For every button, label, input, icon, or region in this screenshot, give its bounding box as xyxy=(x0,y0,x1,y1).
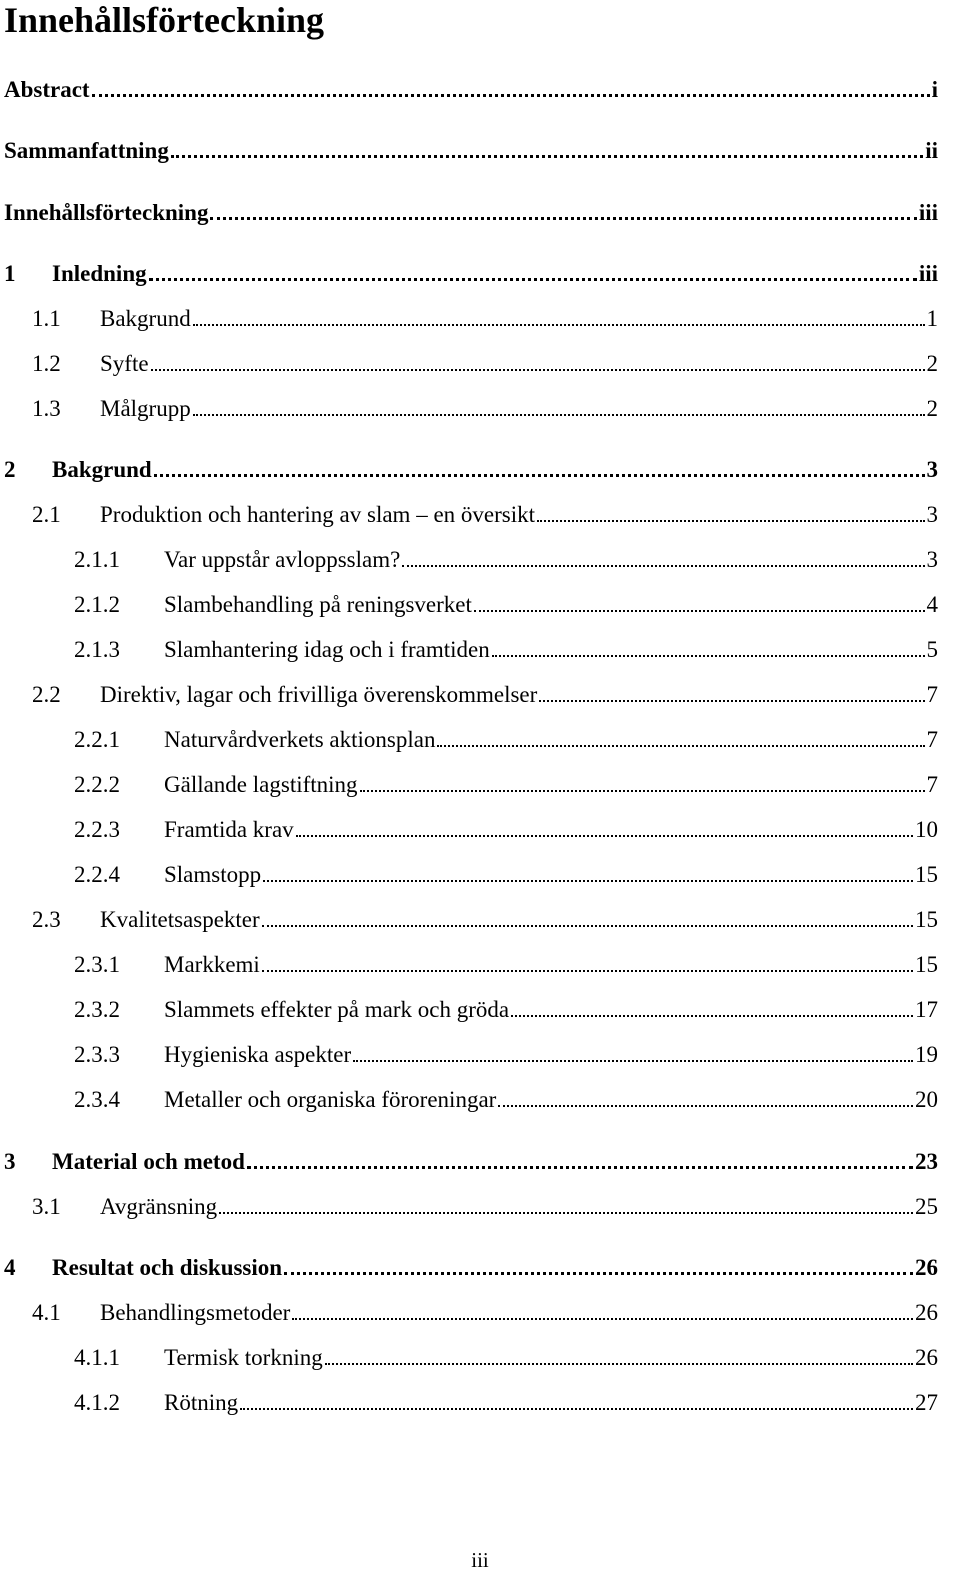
toc-entry-page: 5 xyxy=(926,637,938,662)
toc-entry-title: Kvalitetsaspekter xyxy=(100,907,260,932)
toc-entry-page: iii xyxy=(918,261,938,286)
toc-entry-page: 15 xyxy=(915,862,938,887)
toc-leader-dots xyxy=(219,1212,913,1214)
toc-entry-number: 4 xyxy=(4,1255,16,1280)
toc-entry-title: Framtida krav xyxy=(164,817,294,842)
toc-entry-number: 1.2 xyxy=(32,351,61,376)
toc-entry-page: 10 xyxy=(915,817,938,842)
toc-entry[interactable] xyxy=(4,452,938,484)
toc-leader-dots xyxy=(292,1318,913,1320)
toc-entry-page: 7 xyxy=(926,682,938,707)
toc-entry-page: 1 xyxy=(926,306,938,331)
toc-entry-page: 15 xyxy=(915,907,938,932)
toc-entry-page: 2 xyxy=(926,351,938,376)
toc-entry-title: Behandlingsmetoder xyxy=(100,1300,291,1325)
toc-entry-page: 26 xyxy=(915,1345,938,1370)
toc-entry-page: 26 xyxy=(915,1300,938,1325)
toc-entry[interactable] xyxy=(4,256,938,288)
toc-entry-title: Sammanfattning xyxy=(4,138,169,163)
toc-entry-number: 4.1 xyxy=(32,1300,61,1325)
toc-entry[interactable] xyxy=(74,1385,938,1417)
toc-entry-title: Inledning xyxy=(52,261,147,286)
toc-entry-title: Resultat och diskussion xyxy=(52,1255,283,1280)
toc-entry-title: Bakgrund xyxy=(100,306,191,331)
toc-entry-title: Var uppstår avloppsslam? xyxy=(164,547,401,572)
toc-leader-dots xyxy=(92,94,930,97)
toc-entry-number: 2.3.3 xyxy=(74,1042,120,1067)
toc-entry[interactable] xyxy=(4,1250,938,1282)
toc-entry[interactable] xyxy=(74,587,938,619)
toc-entry-page: 23 xyxy=(915,1149,938,1174)
toc-entry-page: 3 xyxy=(926,457,938,482)
toc-entry-title: Material och metod xyxy=(52,1149,245,1174)
toc-entry-number: 2.3.4 xyxy=(74,1087,120,1112)
toc-entry-number: 2.3 xyxy=(32,907,61,932)
toc-entry[interactable] xyxy=(32,497,938,529)
toc-leader-dots xyxy=(498,1105,913,1107)
toc-entry-page: 7 xyxy=(926,727,938,752)
toc-leader-dots xyxy=(247,1166,913,1169)
toc-entry[interactable] xyxy=(4,72,938,104)
toc-entry-number: 3 xyxy=(4,1149,16,1174)
toc-entry-title: Hygieniska aspekter xyxy=(164,1042,352,1067)
toc-leader-dots xyxy=(539,700,924,702)
toc-entry-number: 2.1 xyxy=(32,502,61,527)
toc-entry-title: Markkemi xyxy=(164,952,260,977)
toc-entry-number: 2.1.3 xyxy=(74,637,120,662)
toc-entry-page: i xyxy=(931,77,938,102)
toc-entry-page: 15 xyxy=(915,952,938,977)
toc-leader-dots xyxy=(360,790,925,792)
toc-entry-page: iii xyxy=(918,200,938,225)
toc-leader-dots xyxy=(296,835,913,837)
toc-leader-dots xyxy=(474,610,925,612)
toc-leader-dots xyxy=(262,925,913,927)
toc-entry-title: Produktion och hantering av slam – en översikt xyxy=(100,502,536,527)
toc-entry-page: 19 xyxy=(915,1042,938,1067)
toc-entry-page: 2 xyxy=(926,396,938,421)
toc-entry-number: 2.3.2 xyxy=(74,997,120,1022)
toc-entry-number: 2.2.4 xyxy=(74,862,120,887)
toc-entry-title: Bakgrund xyxy=(52,457,152,482)
toc-entry[interactable] xyxy=(32,1189,938,1221)
toc-leader-dots xyxy=(193,414,925,416)
toc-entry-number: 4.1.2 xyxy=(74,1390,120,1415)
toc-entry-title: Slambehandling på reningsverket xyxy=(164,592,472,617)
toc-entry[interactable] xyxy=(74,812,938,844)
toc-entry-number: 1.1 xyxy=(32,306,61,331)
toc-entry-title: Direktiv, lagar och frivilliga överenskommelser xyxy=(100,682,538,707)
toc-entry[interactable] xyxy=(74,767,938,799)
toc-leader-dots xyxy=(171,155,923,158)
toc-entry-page: 25 xyxy=(915,1194,938,1219)
toc-leader-dots xyxy=(262,970,913,972)
toc-entry[interactable] xyxy=(74,1340,938,1372)
toc-entry-page: 26 xyxy=(915,1255,938,1280)
toc-entry[interactable] xyxy=(32,677,938,709)
toc-entry-title: Termisk torkning xyxy=(164,1345,323,1370)
toc-entry[interactable] xyxy=(32,1295,938,1327)
toc-leader-dots xyxy=(154,474,925,477)
toc-entry[interactable] xyxy=(74,1037,938,1069)
toc-entry-number: 2.1.2 xyxy=(74,592,120,617)
toc-leader-dots xyxy=(437,745,924,747)
toc-entry[interactable] xyxy=(4,195,938,227)
toc-entry-title: Slamhantering idag och i framtiden xyxy=(164,637,490,662)
toc-entry-title: Abstract xyxy=(4,77,90,102)
toc-entry-title: Innehållsförteckning xyxy=(4,200,209,225)
toc-entry-number: 1.3 xyxy=(32,396,61,421)
toc-leader-dots xyxy=(149,278,917,281)
toc-leader-dots xyxy=(284,1272,913,1275)
toc-entry-title: Naturvårdverkets aktionsplan xyxy=(164,727,436,752)
page-title: Innehållsförteckning xyxy=(4,0,325,40)
toc-leader-dots xyxy=(511,1015,913,1017)
toc-entry-page: 3 xyxy=(926,502,938,527)
toc-entry[interactable] xyxy=(74,632,938,664)
toc-entry-number: 2.2 xyxy=(32,682,61,707)
toc-leader-dots xyxy=(353,1060,913,1062)
toc-entry-page: 17 xyxy=(915,997,938,1022)
toc-entry-number: 2.1.1 xyxy=(74,547,120,572)
toc-leader-dots xyxy=(402,565,924,567)
toc-entry[interactable] xyxy=(74,857,938,889)
toc-entry-page: 27 xyxy=(915,1390,938,1415)
toc-entry-page: 20 xyxy=(915,1087,938,1112)
toc-entry-title: Målgrupp xyxy=(100,396,191,421)
toc-entry-title: Metaller och organiska föroreningar xyxy=(164,1087,497,1112)
toc-entry[interactable] xyxy=(74,542,938,574)
toc-entry-number: 3.1 xyxy=(32,1194,61,1219)
toc-entry[interactable] xyxy=(4,1144,938,1176)
toc-entry-title: Avgränsning xyxy=(100,1194,218,1219)
toc-entry-page: ii xyxy=(925,138,938,163)
toc-leader-dots xyxy=(193,324,925,326)
toc-entry-number: 2.2.2 xyxy=(74,772,120,797)
toc-entry-title: Syfte xyxy=(100,351,149,376)
toc-leader-dots xyxy=(492,655,925,657)
toc-leader-dots xyxy=(263,880,913,882)
toc-leader-dots xyxy=(240,1408,913,1410)
toc-leader-dots xyxy=(210,217,916,220)
toc-entry-number: 2.3.1 xyxy=(74,952,120,977)
toc-entry-number: 2.2.3 xyxy=(74,817,120,842)
toc-entry-title: Slammets effekter på mark och gröda xyxy=(164,997,510,1022)
toc-entry[interactable] xyxy=(32,346,938,378)
toc-entry-number: 2.2.1 xyxy=(74,727,120,752)
toc-leader-dots xyxy=(325,1363,913,1365)
toc-entry[interactable] xyxy=(32,301,938,333)
toc-entry-page: 7 xyxy=(926,772,938,797)
toc-leader-dots xyxy=(151,369,925,371)
toc-entry[interactable] xyxy=(32,902,938,934)
toc-entry-title: Rötning xyxy=(164,1390,239,1415)
toc-entry[interactable] xyxy=(74,992,938,1024)
toc-entry-page: 3 xyxy=(926,547,938,572)
toc-entry[interactable] xyxy=(74,722,938,754)
toc-entry[interactable] xyxy=(32,391,938,423)
toc-leader-dots xyxy=(537,520,924,522)
toc-entry-page: 4 xyxy=(926,592,938,617)
toc-entry[interactable] xyxy=(4,133,938,165)
toc-entry-title: Gällande lagstiftning xyxy=(164,772,358,797)
toc-entry[interactable] xyxy=(74,1082,938,1114)
toc-entry-title: Slamstopp xyxy=(164,862,262,887)
toc-entry-number: 4.1.1 xyxy=(74,1345,120,1370)
toc-entry[interactable] xyxy=(74,947,938,979)
page-number: iii xyxy=(471,1548,489,1572)
toc-entry-number: 2 xyxy=(4,457,16,482)
toc-entry-number: 1 xyxy=(4,261,16,286)
